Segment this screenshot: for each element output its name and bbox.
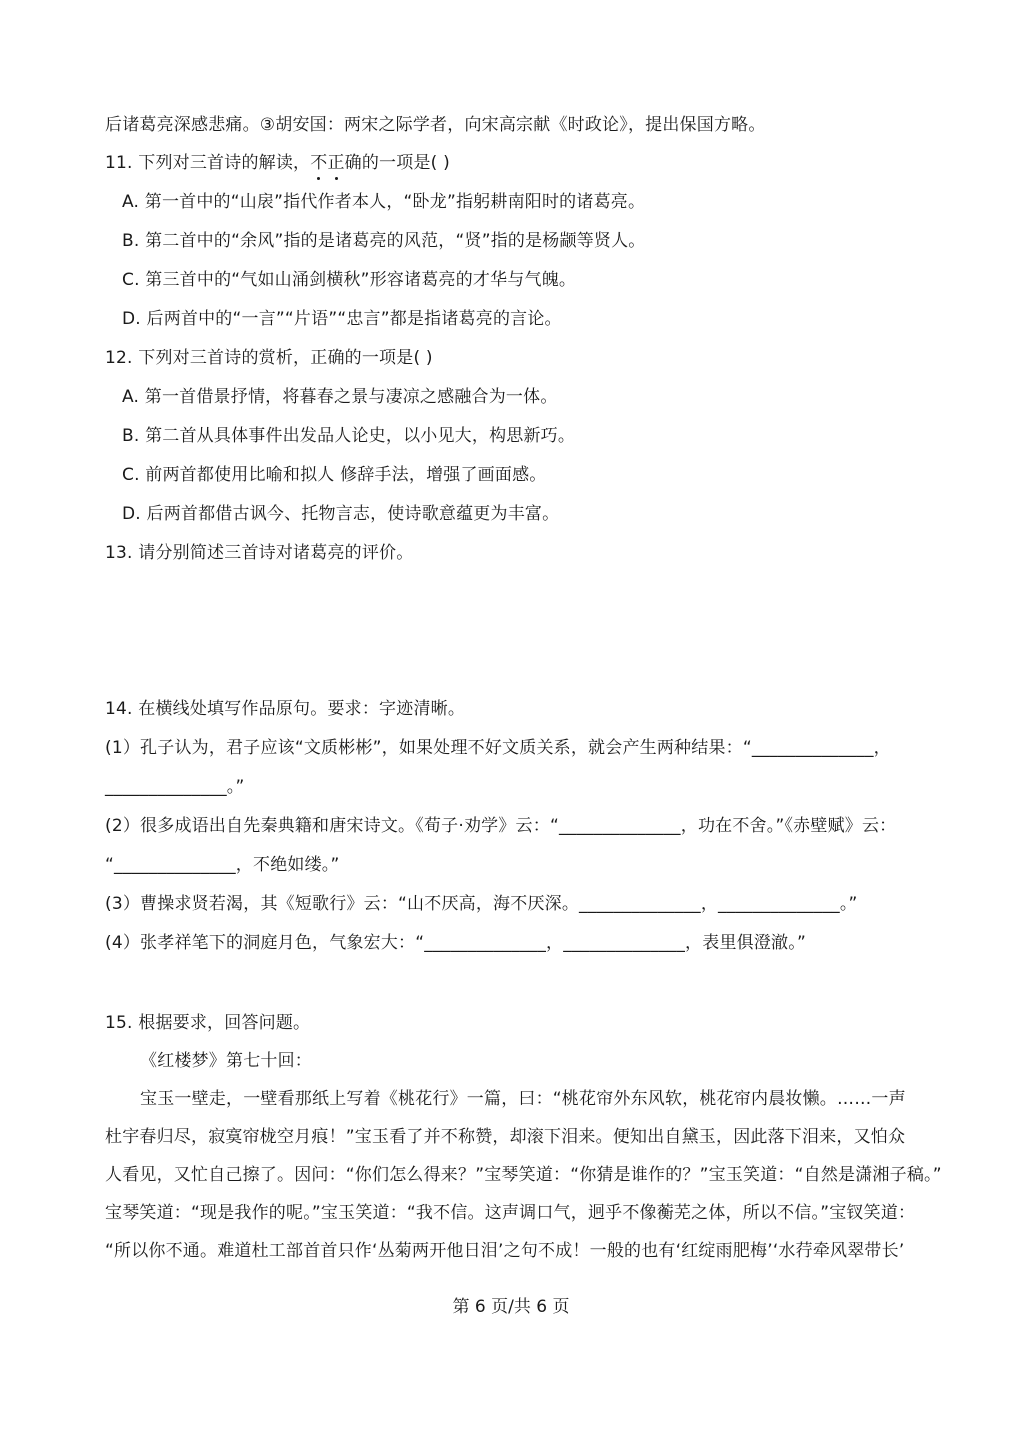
question-13: 13. 请分别简述三首诗对诸葛亮的评价。 [105, 543, 414, 563]
question-12: 12. 下列对三首诗的赏析，正确的一项是( ) [105, 348, 433, 368]
q12-option-b: B. 第二首从具体事件出发品人论史，以小见大，构思新巧。 [122, 426, 576, 446]
q14-item-1: (1）孔子认为，君子应该“文质彬彬”，如果处理不好文质关系，就会产生两种结果：“______________， [105, 738, 891, 758]
q12-option-d: D. 后两首都借古讽今、托物言志，使诗歌意蕴更为丰富。 [122, 504, 560, 524]
passage-line-1: 宝玉一壁走，一壁看那纸上写着《桃花行》一篇，曰：“桃花帘外东风软，桃花帘内晨妆懒。……一声 [140, 1089, 906, 1109]
q14-item-4: (4）张孝祥笔下的洞庭月色，气象宏大：“______________，______________，表里俱澄澈。” [105, 933, 806, 953]
passage-line-5: “所以你不通。难道杜工部首首只作‘丛菊两开他日泪’之句不成！一般的也有‘红绽雨肥梅’‘水荇牵风翠带长’ [105, 1241, 905, 1261]
question-15: 15. 根据要求，回答问题。 [105, 1013, 311, 1033]
q14-item-3: (3）曹操求贤若渴，其《短歌行》云：“山不厌高，海不厌深。______________，______________。” [105, 894, 858, 914]
q14-item-2: (2）很多成语出自先秦典籍和唐宋诗文。《荀子·劝学》云：“______________，功在不舍。”《赤壁赋》云： [105, 816, 897, 836]
question-11-stem: 11. 下列对三首诗的解读，不正确的一项是( ) [105, 153, 450, 173]
note-line: 后诸葛亮深感悲痛。③胡安国：两宋之际学者，向宋高宗献《时政论》，提出保国方略。 [105, 115, 766, 135]
q12-option-c: C. 前两首都使用比喻和拟人 修辞手法，增强了画面感。 [122, 465, 547, 485]
question-11 [105, 151, 450, 175]
emphasis-char: 不 [310, 153, 328, 173]
q11-option-c: C. 第三首中的“气如山涌剑横秋”形容诸葛亮的才华与气魄。 [122, 270, 577, 290]
passage-title: 《红楼梦》第七十回： [140, 1051, 312, 1071]
q11-option-a: A. 第一首中的“山扆”指代作者本人，“卧龙”指躬耕南阳时的诸葛亮。 [122, 192, 646, 212]
passage-line-2: 杜宇春归尽，寂寞帘栊空月痕！”宝玉看了并不称赞，却滚下泪来。便知出自黛玉，因此落下泪来，又怕众 [105, 1127, 906, 1147]
emphasis-char: 正 [327, 153, 345, 173]
q14-item-1-cont: ______________。” [105, 777, 245, 797]
q11-option-b: B. 第二首中的“余风”指的是诸葛亮的风范，“贤”指的是杨颛等贤人。 [122, 231, 646, 251]
q14-item-2-cont: “______________，不绝如缕。” [105, 855, 340, 875]
q11-option-d: D. 后两首中的“一言”“片语”“忠言”都是指诸葛亮的言论。 [122, 309, 562, 329]
question-14: 14. 在横线处填写作品原句。要求：字迹清晰。 [105, 699, 466, 719]
q12-option-a: A. 第一首借景抒情，将暮春之景与凄凉之感融合为一体。 [122, 387, 558, 407]
passage-line-3: 人看见，又忙自己擦了。因问：“你们怎么得来？”宝琴笑道：“你猜是谁作的？”宝玉笑道：“自然是潇湘子稿。” [105, 1165, 942, 1185]
page-footer: 第 6 页/共 6 页 [452, 1297, 570, 1317]
passage-line-4: 宝琴笑道：“现是我作的呢。”宝玉笑道：“我不信。这声调口气，迥乎不像蘅芜之体，所以不信。”宝钗笑道： [105, 1203, 916, 1223]
